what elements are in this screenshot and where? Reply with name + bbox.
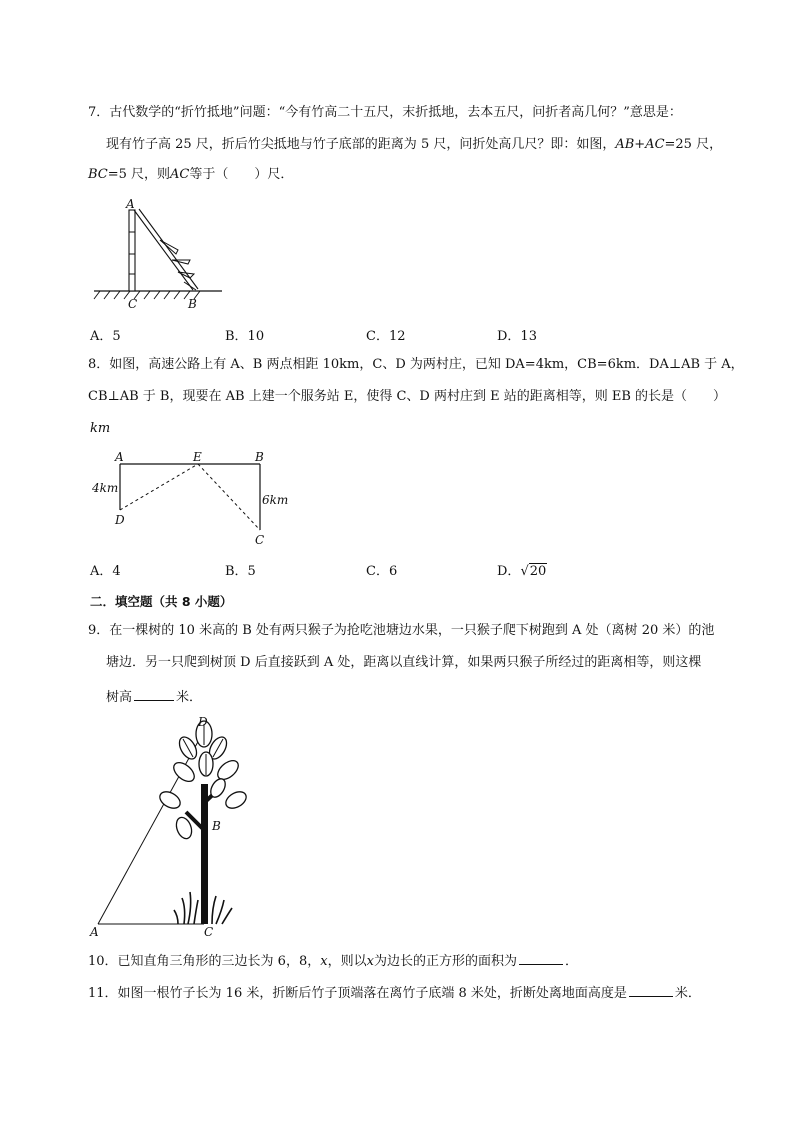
q8-option-c[interactable]: C．6 <box>366 564 398 579</box>
q8-segment-ec <box>198 464 260 530</box>
q9-label-d: D <box>198 715 208 729</box>
q8-label-e: E <box>193 450 202 464</box>
q7-line1: 7．古代数学的“折竹抵地”问题：“今有竹高二十五尺，末折抵地，去本五尺，问折者高几何？”意思是： <box>88 105 682 120</box>
q7-leaves <box>160 240 196 290</box>
q7-option-d[interactable]: D．13 <box>497 329 537 344</box>
q8-line2: CB⊥AB 于 B，现要在 AB 上建一个服务站 E，使得 C、D 两村庄到 E 站的距离相等，则 EB 的长是（ ） <box>88 389 727 404</box>
q11-answer-blank[interactable] <box>629 984 673 997</box>
q9-tree-trunk <box>201 784 208 924</box>
q9-number: 9． <box>88 623 110 638</box>
q9-label-c: C <box>204 925 214 939</box>
q7-option-c[interactable]: C．12 <box>366 329 406 344</box>
q8-label-6km: 6km <box>262 493 289 507</box>
q8-label-4km: 4km <box>92 481 119 495</box>
q11-line: 11．如图一根竹子长为 16 米，折断后竹子顶端落在离竹子底端 8 米处，折断处离地面高度是 米． <box>88 986 701 1001</box>
q10-line: 10．已知直角三角形的三边长为 6，8，x，则以x为边长的正方形的面积为 ． <box>88 954 578 969</box>
q7-line2: 现有竹子高 25 尺，折后竹尖抵地与竹子底部的距离为 5 尺，问折处高几尺？即：如图，AB+AC=25 尺， <box>106 137 723 152</box>
q8-number: 8． <box>88 357 110 372</box>
q9-answer-blank[interactable] <box>134 688 174 701</box>
q8-option-d[interactable]: D．√20 <box>497 564 547 579</box>
q7-option-b[interactable]: B．10 <box>225 329 265 344</box>
q7-number: 7． <box>88 105 110 120</box>
q8-highway-figure <box>88 448 288 548</box>
sqrt-symbol: √20 <box>520 564 547 579</box>
q8-line1: 8．如图，高速公路上有 A、B 两点相距 10km，C、D 为两村庄，已知 DA=4km，CB=6km．DA⊥AB 于 A， <box>88 357 744 372</box>
q9-line2: 塘边．另一只爬到树顶 D 后直接跃到 A 处，距离以直线计算，如果两只猴子所经过的距离相等，则这棵 <box>106 655 702 670</box>
q7-line3: BC=5 尺，则AC等于（ ）尺． <box>88 167 294 182</box>
q7-bamboo-figure <box>90 196 230 316</box>
q8-segment-de <box>120 464 198 510</box>
section-title: 二．填空题（共 8 小题） <box>90 594 233 609</box>
q8-line3: km <box>90 421 111 436</box>
q7-label-b: B <box>188 297 197 311</box>
q7-ground-hatch <box>94 291 200 299</box>
q10-answer-blank[interactable] <box>519 952 563 965</box>
q7-label-c: C <box>128 297 138 311</box>
q7-bamboo-stem <box>129 210 135 291</box>
q7-broken-bamboo <box>139 209 198 289</box>
q9-tree-figure <box>88 712 258 940</box>
q7-label-a: A <box>126 197 135 211</box>
q9-line1: 9．在一棵树的 10 米高的 B 处有两只猴子为抢吃池塘边水果，一只猴子爬下树跑到 A 处（离树 20 米）的池 <box>88 623 715 638</box>
q8-label-a: A <box>115 450 124 464</box>
q8-option-b[interactable]: B．5 <box>225 564 256 579</box>
q7-option-a[interactable]: A．5 <box>90 329 121 344</box>
q10-number: 10． <box>88 954 118 969</box>
q9-label-a: A <box>90 925 99 939</box>
q8-option-a[interactable]: A．4 <box>90 564 121 579</box>
q8-label-c: C <box>255 533 265 547</box>
q8-label-d: D <box>115 513 125 527</box>
q11-number: 11． <box>88 986 118 1001</box>
q9-line3: 树高 米． <box>106 690 203 705</box>
q8-label-b: B <box>255 450 264 464</box>
q9-label-b: B <box>212 819 221 833</box>
